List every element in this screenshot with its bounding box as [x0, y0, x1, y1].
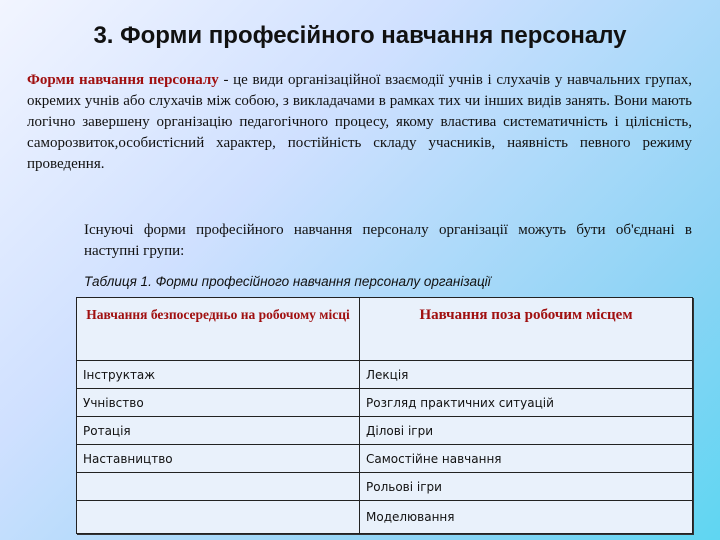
table-cell: Моделювання — [360, 501, 693, 534]
groups-paragraph: Існуючі форми професійного навчання персоналу організації можуть бути об'єднані в наступні групи: — [84, 222, 692, 259]
table-header-row — [77, 298, 693, 361]
table-cell: Самостійне навчання — [360, 445, 693, 473]
header-on-the-job: Навчання безпосередньо на робочому місці — [77, 298, 360, 361]
table-cell: Ділові ігри — [360, 417, 693, 445]
table-row — [77, 445, 693, 473]
header-off-the-job: Навчання поза робочим місцем — [360, 298, 693, 361]
table-cell: Учнівство — [77, 389, 360, 417]
term-highlight: Форми навчання персоналу — [27, 72, 219, 88]
table-cell — [77, 501, 360, 534]
table-cell: Наставництво — [77, 445, 360, 473]
forms-table — [76, 297, 693, 534]
table-cell: Рольові ігри — [360, 473, 693, 501]
table-row — [77, 473, 693, 501]
table-row — [77, 389, 693, 417]
table-cell: Розгляд практичних ситуацій — [360, 389, 693, 417]
table-caption: Таблиця 1. Форми професійного навчання персоналу організації — [84, 274, 491, 289]
intro-paragraph — [27, 70, 692, 175]
intro-text: - це види організаційної взаємодії учнів і слухачів у навчальних групах, окремих учнів або слухачів між собою, з викладачами в рамках тих чи інших видів занять. Вони мають логічно завершену організацію педагогічного процесу, якому властива систематичність і цілісність, саморозвиток,особистісний характер, постійність складу учасників, наявність певного режиму проведення. — [27, 72, 692, 172]
table-row — [77, 361, 693, 389]
slide-title: 3. Форми професійного навчання персоналу — [93, 22, 627, 49]
table-row — [77, 417, 693, 445]
table-cell — [77, 473, 360, 501]
table-cell: Лекція — [360, 361, 693, 389]
table-cell: Інструктаж — [77, 361, 360, 389]
table-cell: Ротація — [77, 417, 360, 445]
table-row — [77, 501, 693, 534]
